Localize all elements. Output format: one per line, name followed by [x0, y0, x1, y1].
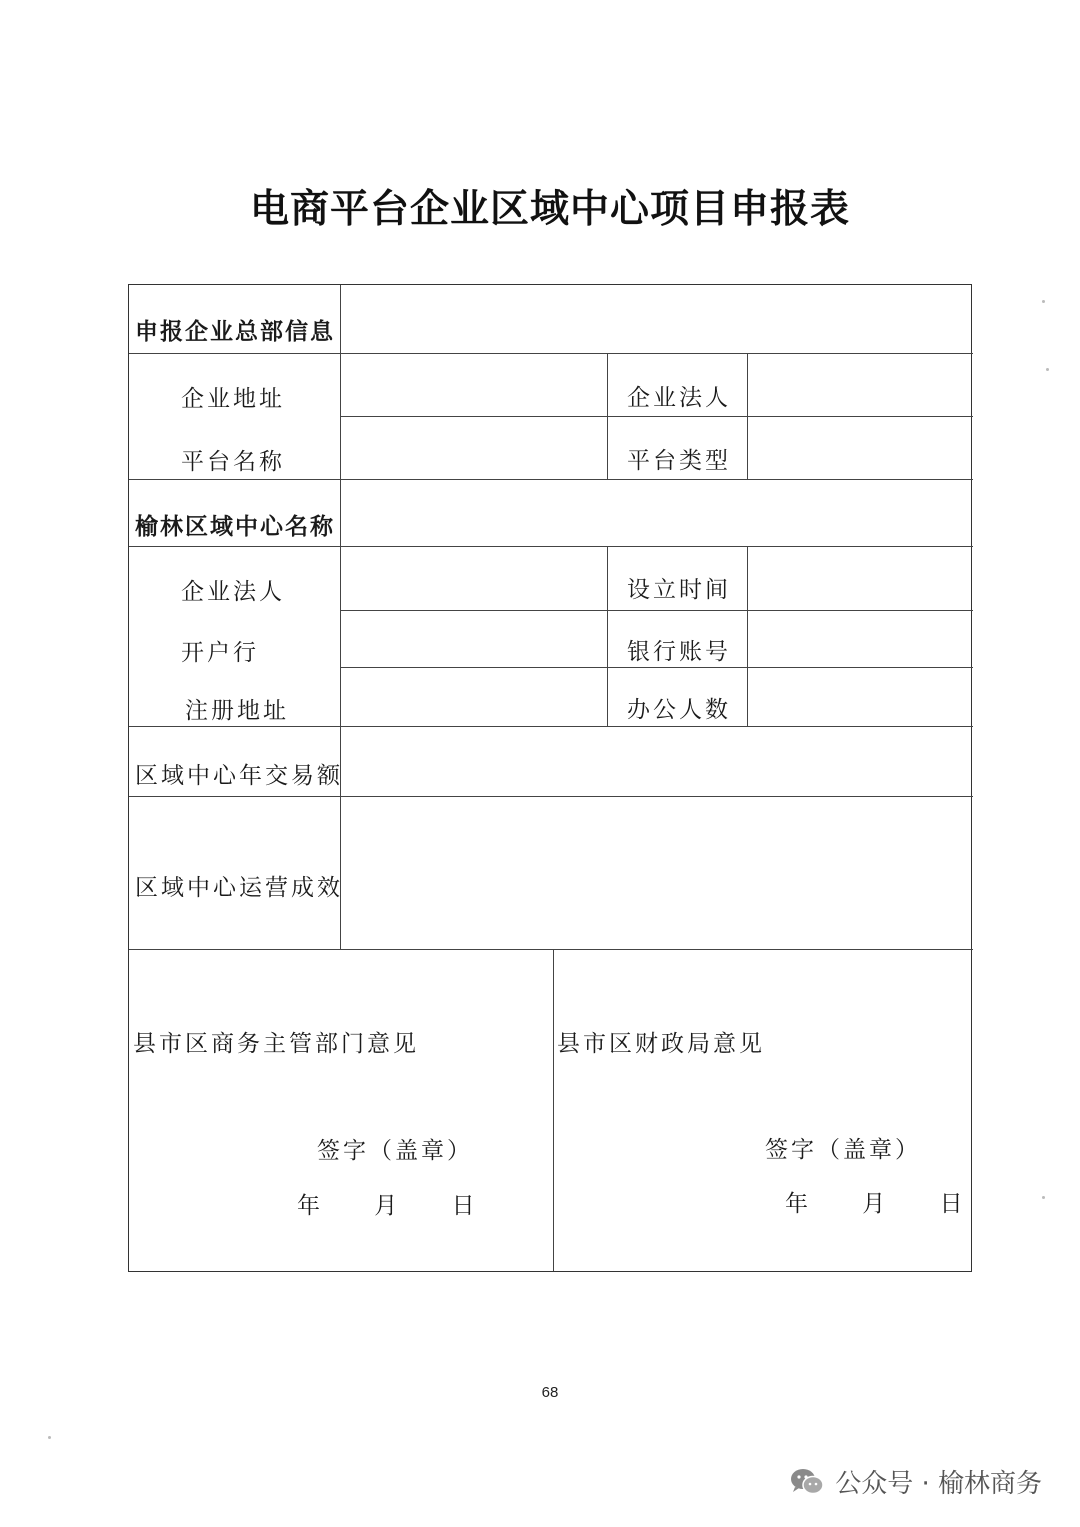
- center-bank-field[interactable]: [342, 612, 606, 666]
- commerce-opinion-field[interactable]: [129, 951, 552, 1271]
- center-legal-person-label: 企业法人: [181, 579, 285, 605]
- hq-address-label: 企业地址: [181, 386, 285, 412]
- center-name-field[interactable]: [342, 481, 972, 545]
- scan-speck: [1042, 1196, 1045, 1199]
- operation-results-field[interactable]: [342, 798, 972, 948]
- annual-volume-field[interactable]: [342, 728, 972, 795]
- page-title: 电商平台企业区域中心项目申报表: [249, 187, 850, 232]
- scan-speck: [48, 1436, 51, 1439]
- hq-platform-name-label: 平台名称: [181, 449, 285, 475]
- watermark: [789, 1463, 1042, 1500]
- scan-speck: [1042, 300, 1045, 303]
- commerce-date-label: 年 月 日: [297, 1193, 483, 1219]
- hq-section-label: 申报企业总部信息: [135, 319, 335, 345]
- scan-speck: [1046, 368, 1049, 371]
- operation-results-label: 区域中心运营成效: [135, 875, 343, 901]
- wechat-icon: [789, 1467, 825, 1497]
- hq-platform-type-field[interactable]: [749, 418, 972, 478]
- column-divider: [607, 546, 608, 726]
- finance-date-label: 年 月 日: [785, 1191, 971, 1217]
- center-bank-label: 开户行: [181, 640, 259, 666]
- column-divider: [607, 353, 608, 479]
- hq-legal-person-label: 企业法人: [627, 385, 731, 411]
- center-account-field[interactable]: [749, 612, 972, 666]
- center-reg-address-label: 注册地址: [185, 698, 289, 724]
- annual-volume-label: 区域中心年交易额: [135, 763, 343, 789]
- hq-address-field[interactable]: [342, 355, 606, 415]
- commerce-sign-label: 签字（盖章）: [317, 1138, 473, 1164]
- hq-legal-person-field[interactable]: [749, 355, 972, 415]
- hq-info-field[interactable]: [342, 285, 972, 352]
- finance-opinion-label: 县市区财政局意见: [557, 1031, 765, 1057]
- hq-platform-type-label: 平台类型: [627, 448, 731, 474]
- finance-sign-label: 签字（盖章）: [765, 1137, 921, 1163]
- watermark-text: 公众号 · 榆林商务: [835, 1469, 1042, 1499]
- center-legal-person-field[interactable]: [342, 548, 606, 609]
- center-account-label: 银行账号: [627, 639, 731, 665]
- center-staff-field[interactable]: [749, 669, 972, 725]
- center-section-label: 榆林区域中心名称: [135, 514, 335, 540]
- page-number: 68: [541, 1384, 559, 1401]
- application-form: [128, 284, 972, 1272]
- finance-opinion-field[interactable]: [555, 951, 972, 1271]
- center-staff-label: 办公人数: [627, 697, 731, 723]
- hq-platform-name-field[interactable]: [342, 418, 606, 478]
- center-established-label: 设立时间: [627, 577, 731, 603]
- commerce-opinion-label: 县市区商务主管部门意见: [133, 1031, 419, 1057]
- center-established-field[interactable]: [749, 548, 972, 609]
- center-reg-address-field[interactable]: [342, 669, 606, 725]
